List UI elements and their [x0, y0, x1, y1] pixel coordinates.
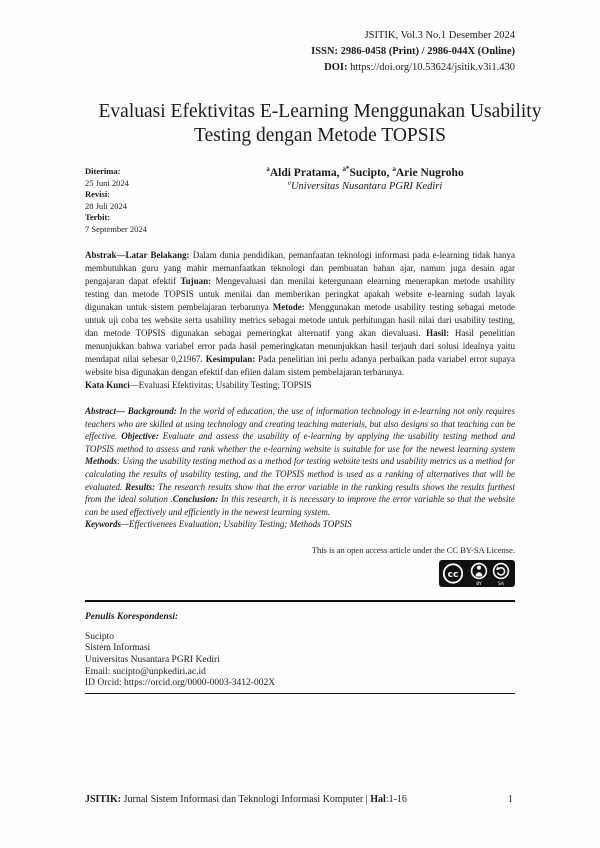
doi-link[interactable]: https://doi.org/10.53624/jsitik.v3i1.430: [347, 62, 515, 73]
page-number: 1: [508, 794, 513, 805]
license-statement: This is an open access article under the CC BY-SA License.: [311, 545, 515, 556]
keywords: Keywords—Effectivenees Evaluation; Usability Testing; Methods TOPSIS: [85, 519, 352, 530]
author-names: $^a$Aldi Pratama, $^{a*}$Sucipto, $^a$Arie Nugroho: [266, 165, 464, 179]
received-date: 25 Juni 2024: [85, 177, 129, 188]
issn-value: 2986-0458 (Print) / 2986-044X (Online): [337, 46, 515, 57]
journal-volume-line: JSITIK, Vol.3 No.1 Desember 2024: [364, 30, 515, 41]
svg-text:cc: cc: [447, 570, 459, 581]
correspondence-department: Sistem Informasi: [85, 643, 151, 654]
abstract-indonesian: Abstrak—Latar Belakang: Dalam dunia pendidikan, pemanfaatan teknologi informasi pada e-learning tidak hanya membutuhkan guru yang mahir memanfaatkan teknologi dan pembuatan bahan ajar, namun juga desain agar pengajaran dapat efektif Tujuan: Mengevaluasi dan menilai ketergunaan elearning menerapkan metode usability testing dan metode TOPSIS untuk menilai dan memberikan peringkat apakah website e-learning sudah layak digunakan untuk sistem pembelajaran terbarunya Metode: Menggunakan metode usability testing sebagai metode untuk uji coba tes website serta usability metrics sebagai metode untuk perhitungan hasil nilai dari usability testing, dan metode TOPSIS digunakan sebagai pemeringkat alternatif yang akan dievaluasi. Hasil: Hasil penelitian menunjukkan bahwa variabel error pada hasil pemeringkatan menunjukkan hasil terjauh dari solusi idealnya yaitu mendapat nilai sebesar 0,21967. Kesimpulan: Pada penelitian ini perlu adanya perbaikan pada variabel error supaya website bisa digunakan dengan efektif dan efiien dalam sistem pembelajaran terbarunya.: [85, 250, 516, 377]
cc-by-sa-badge[interactable]: [439, 560, 515, 592]
email-link[interactable]: sucipto@unpkediri.ac.id: [112, 666, 206, 677]
correspondence-block: [85, 612, 515, 689]
paper-title: Evaluasi Efektivitas E-Learning Menggunakan Usability Testing dengan Metode TOPSIS: [98, 101, 542, 146]
abstract-english: Abstract— Background: In the world of education, the use of information technology in e-learning not only requires teachers who are skilled at using technology and creating teaching materials, but also designs so that teaching can be effective. Objective: Evaluate and assess the usability of e-learning by applying the usability testing method and TOPSIS method to assess and rank whether the e-learning website is suitable for use for the newest learning system Methods: Using the usability testing method as a method for testing website tests and usability metrics as a method for calculating the results of usability testing, and the TOPSIS method is used as a ranking of alternatives that will be evaluated. Results: The research results show that the error variable in the ranking results shows the results furthest from the ideal solution .Conclusion: In this research, it is necessary to improve the error variable so that the website can be used effectively and efficiently in the newest learning system.: [85, 406, 515, 517]
svg-text:SA: SA: [497, 582, 505, 588]
issn-label: ISSN:: [311, 46, 338, 57]
page-footer: [85, 793, 515, 806]
published-label: Terbit:: [85, 212, 111, 222]
correspondence-heading: Penulis Korespondensi:: [85, 612, 179, 623]
correspondence-university: Universitas Nusantara PGRI Kediri: [85, 655, 220, 666]
correspondence-name: Sucipto: [85, 631, 115, 642]
cc-badge-row: [85, 560, 515, 592]
footer-journal-name: Jurnal Sistem Informasi dan Teknologi Informasi Komputer |: [121, 794, 371, 805]
meta-row: [85, 166, 515, 235]
doi-label: DOI:: [324, 62, 348, 73]
footer-journal-line: [85, 793, 407, 806]
correspondence-orcid-line: [85, 678, 515, 690]
doi-line: [85, 60, 515, 76]
kata-kunci: Kata Kunci—Evaluasi Efektivitas; Usability Testing; TOPSIS: [85, 380, 312, 390]
revised-label: Revisi:: [85, 189, 111, 199]
authors-block: [215, 166, 515, 235]
orcid-link[interactable]: https://orcid.org/0000-0003-3412-002X: [124, 678, 276, 689]
correspondence-email-line: [85, 667, 515, 679]
journal-header: [85, 28, 515, 76]
footer-journal-abbrev: JSITIK:: [85, 794, 122, 805]
article-dates: [85, 166, 215, 235]
author-affiliation: $^a$Universitas Nusantara PGRI Kediri: [287, 179, 443, 192]
orcid-label: ID Orcid:: [85, 678, 125, 689]
svg-text:BY: BY: [476, 582, 482, 588]
email-label: Email:: [85, 666, 113, 677]
issn-line: [85, 44, 515, 60]
divider-bottom: [85, 693, 515, 694]
divider-top: [85, 600, 515, 602]
footer-pages-label: Hal: [370, 794, 386, 805]
footer-pages-range: :1-16: [385, 794, 407, 805]
published-date: 7 September 2024: [85, 223, 147, 234]
received-label: Diterima:: [85, 166, 121, 176]
revised-date: 28 Juli 2024: [85, 200, 128, 211]
